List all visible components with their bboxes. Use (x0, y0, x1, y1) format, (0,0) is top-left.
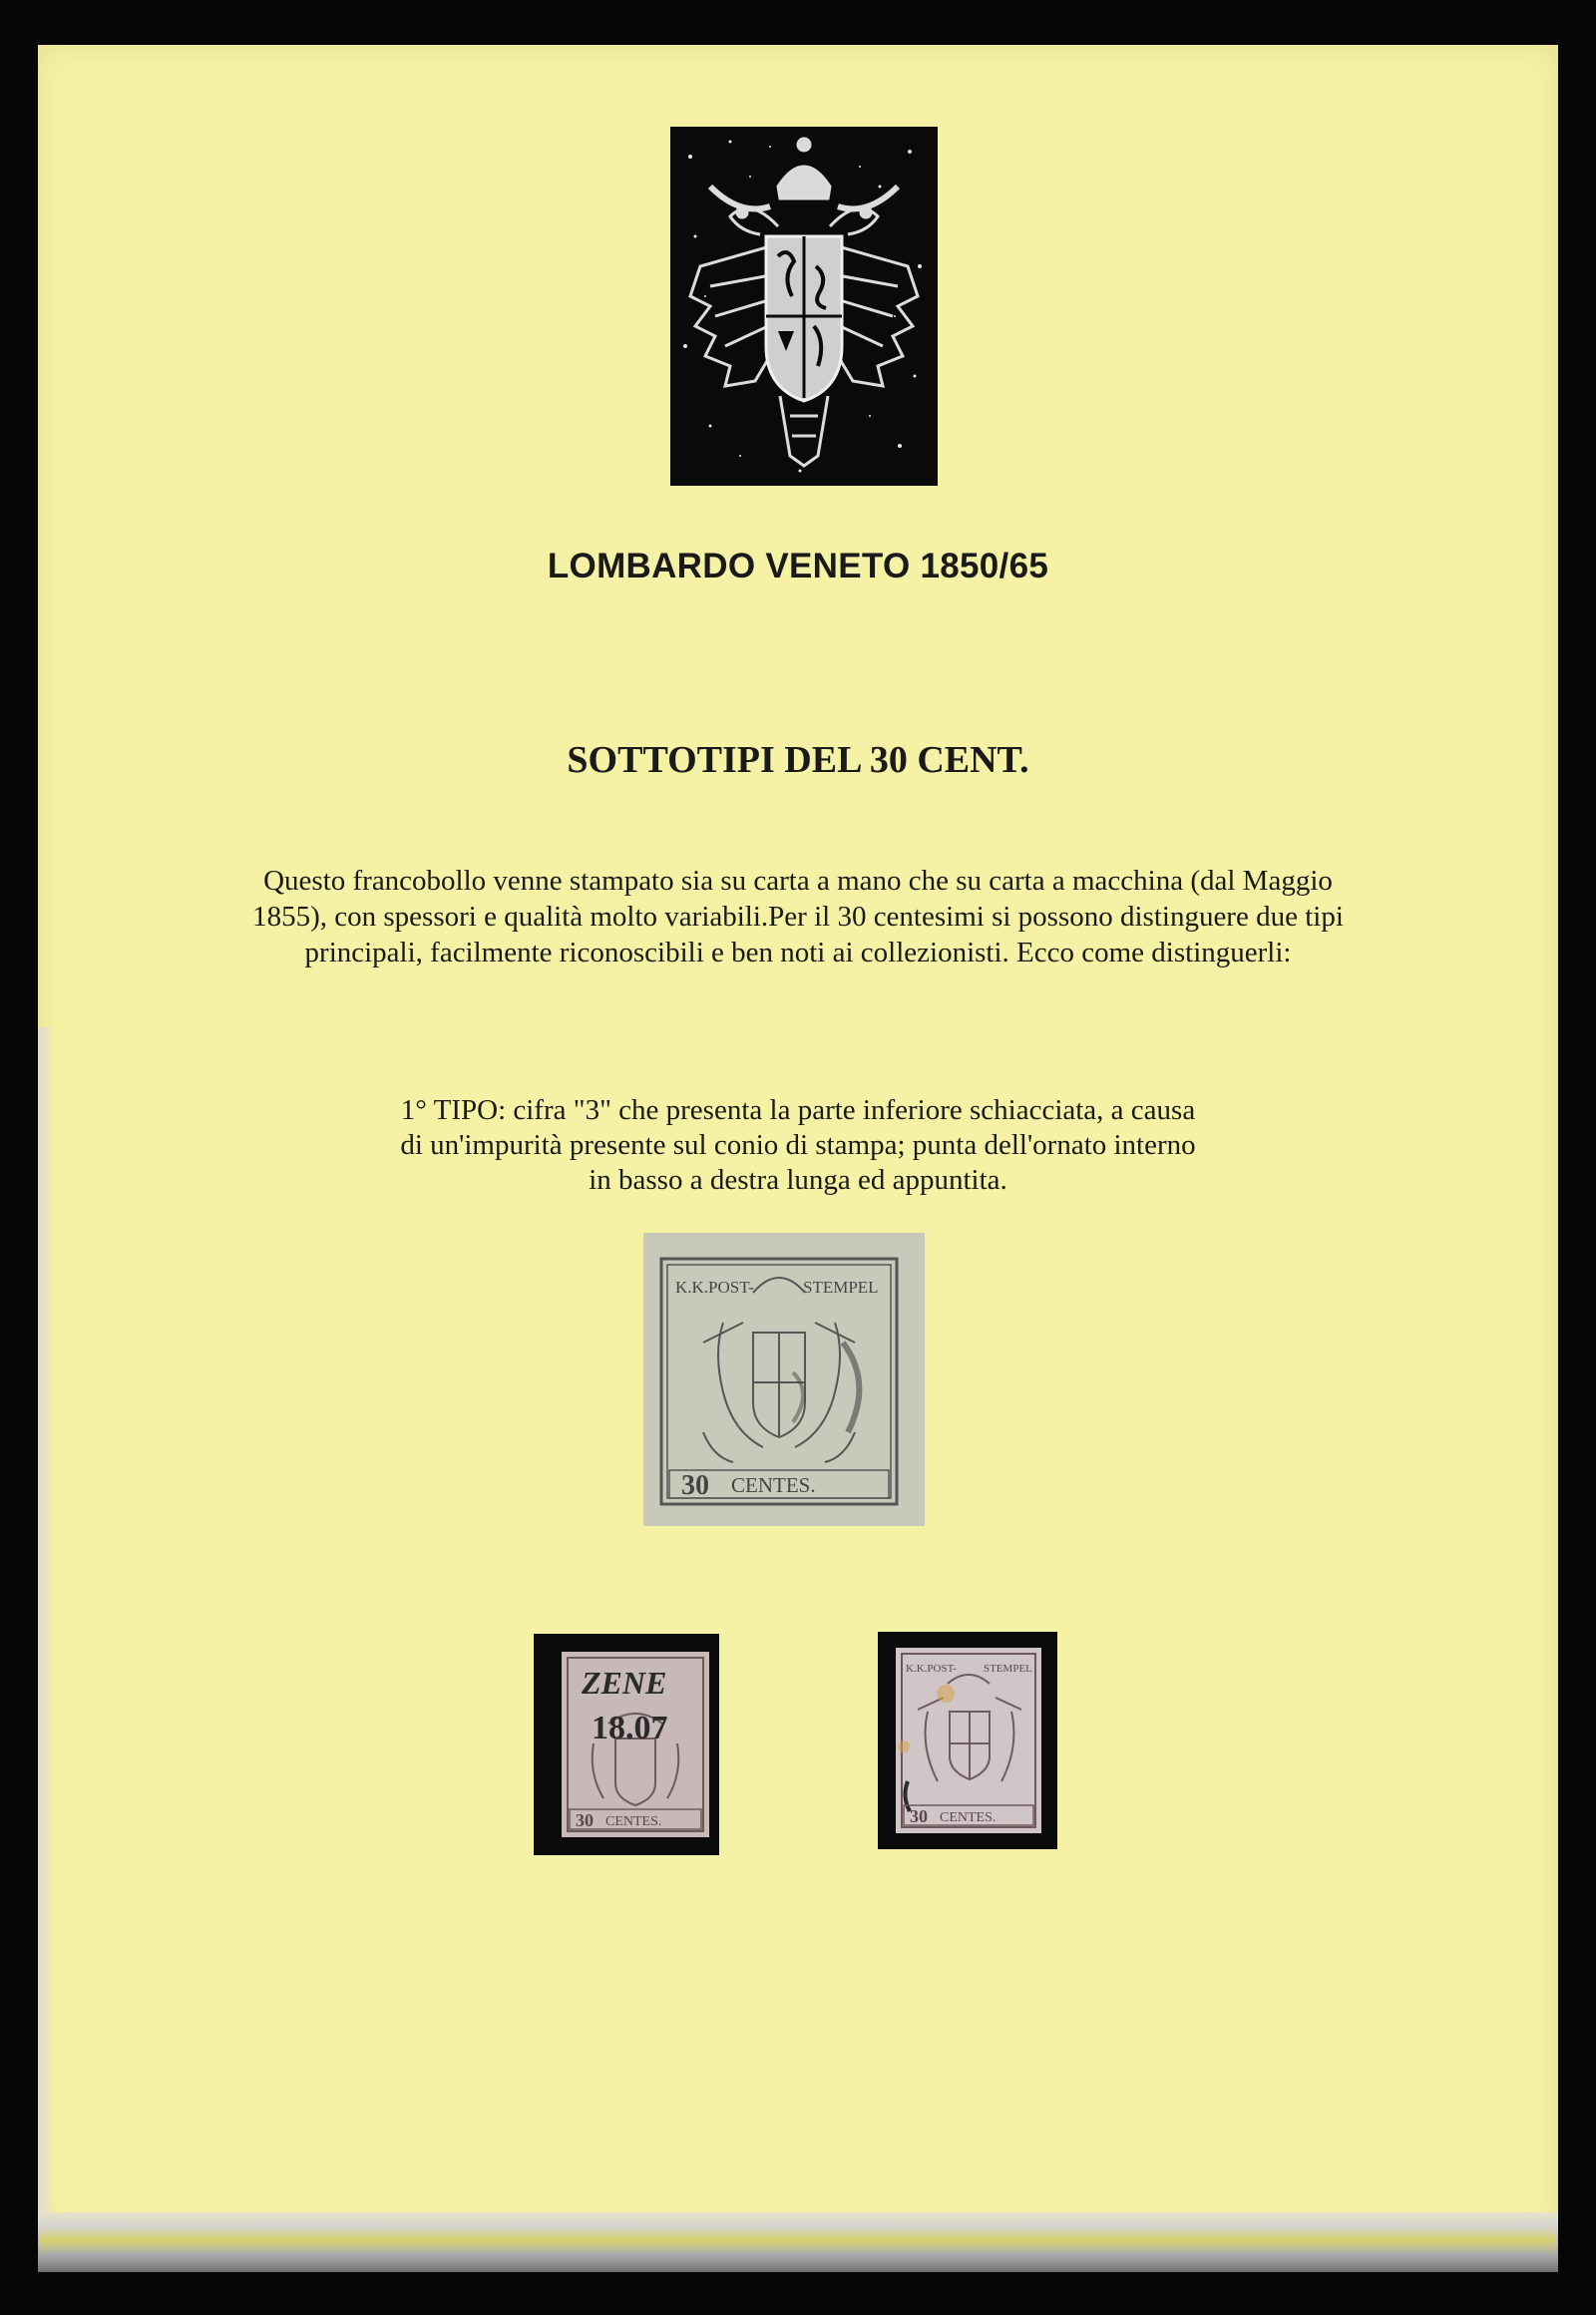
stamp-b-currency: CENTES. (940, 1810, 997, 1825)
enlarged-stamp-image (643, 1233, 925, 1526)
page-subtitle: SOTTOTIPI DEL 30 CENT. (567, 739, 1029, 781)
enlarged-stamp-currency: CENTES. (731, 1473, 816, 1497)
intro-line: principali, facilmente riconoscibili e ben noti ai collezionisti. Ecco come distinguerli: (304, 937, 1292, 968)
stamp-b-top-right-text: STEMPEL (984, 1663, 1032, 1675)
stamp-mount-left (534, 1634, 719, 1855)
enlarged-stamp-value: 30 (681, 1470, 709, 1501)
type-line: di un'impurità presente sul conio di stampa; punta dell'ornato interno (400, 1129, 1196, 1161)
stamp-a-value: 30 (576, 1810, 594, 1830)
intro-paragraph (190, 863, 1406, 970)
double-headed-eagle-emblem-icon (670, 127, 938, 486)
type-line: in basso a destra lunga ed appuntita. (589, 1164, 1007, 1196)
stamp-b-top-left-text: K.K.POST- (906, 1663, 957, 1675)
stamp-b-value: 30 (910, 1806, 928, 1826)
page-bottom-edge-tint (40, 2226, 1556, 2254)
enlarged-stamp-top-right-text: STEMPEL (803, 1278, 879, 1297)
intro-line: 1855), con spessori e qualità molto variabili.Per il 30 centesimi si possono distinguere due tipi (252, 901, 1344, 933)
type-line: 1° TIPO: cifra "3" che presenta la parte inferiore schiacciata, a causa (400, 1094, 1196, 1126)
stamp-mount-right (878, 1632, 1057, 1849)
stamp-a-cancel-line-1: ZENE (582, 1665, 667, 1701)
stamp-a-cancel-line-2: 18.07 (592, 1710, 668, 1746)
page-fold-shadow (38, 1027, 56, 2224)
enlarged-stamp-top-left-text: K.K.POST- (675, 1278, 754, 1297)
type-description (339, 1093, 1257, 1198)
intro-line: Questo francobollo venne stampato sia su carta a mano che su carta a macchina (dal Maggio (263, 865, 1333, 897)
page-title: LOMBARDO VENETO 1850/65 (547, 547, 1049, 585)
stamp-a-currency: CENTES. (605, 1814, 662, 1829)
